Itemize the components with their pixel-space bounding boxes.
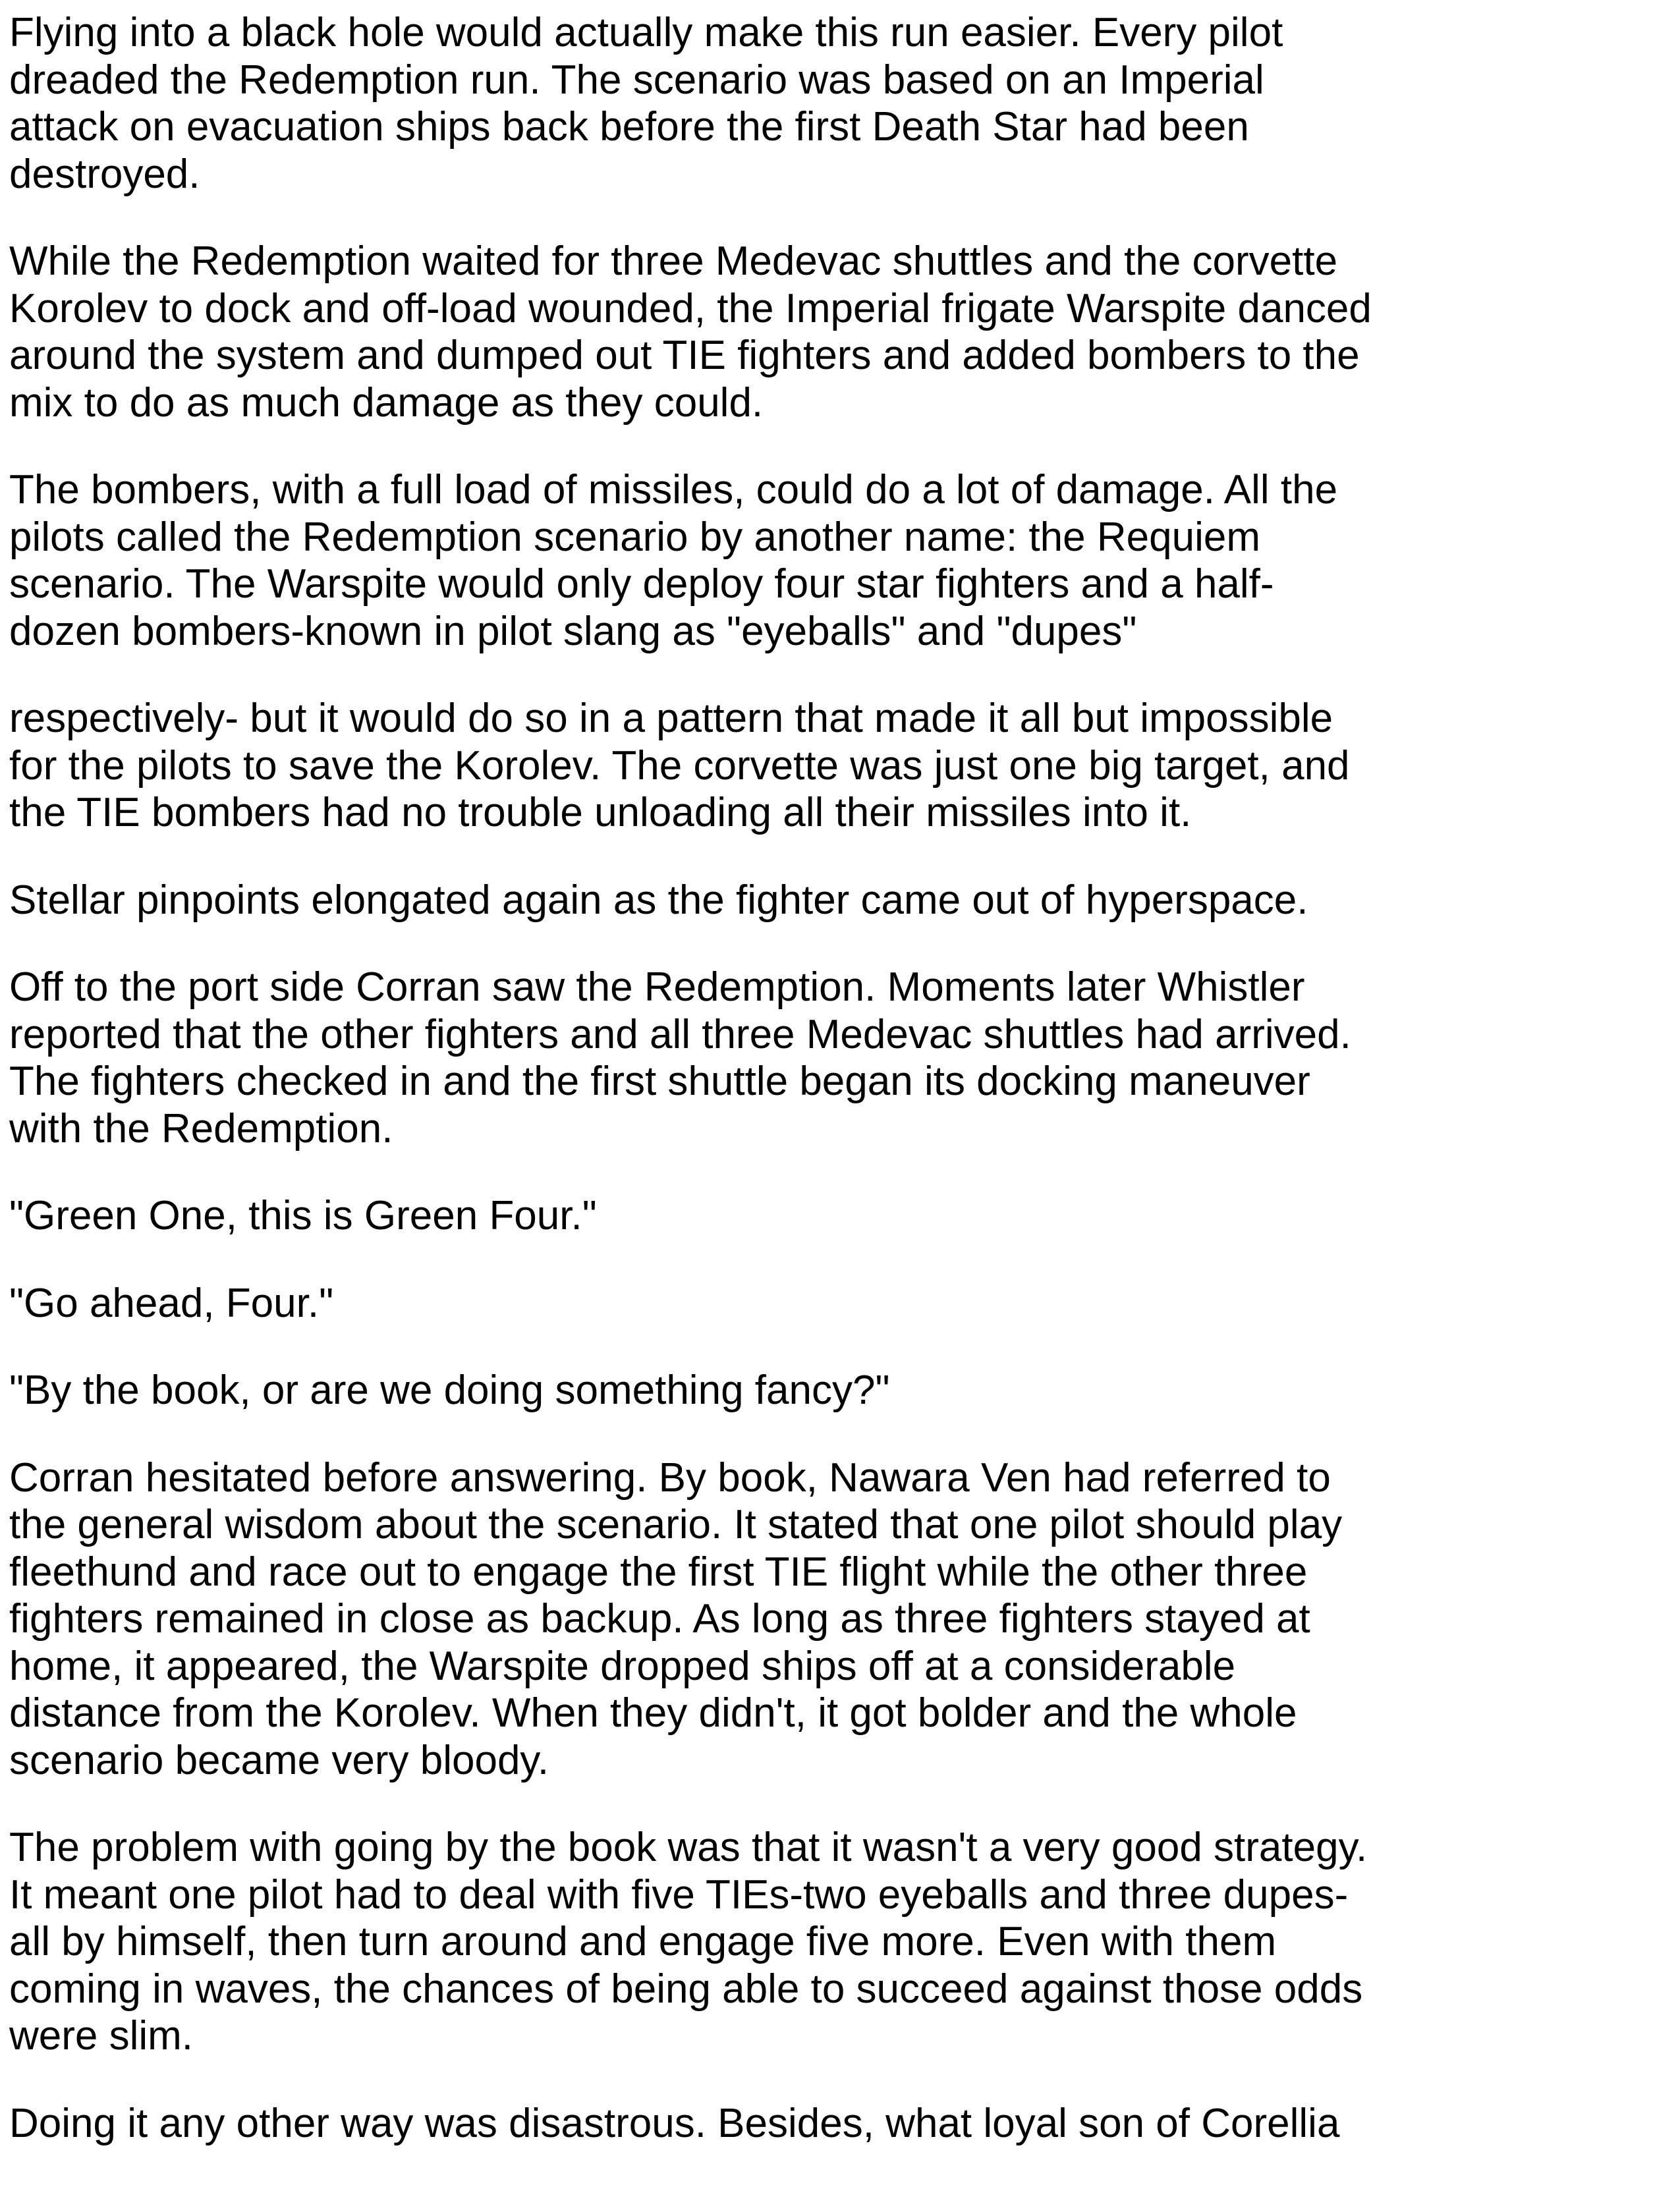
text-line: destroyed. (9, 151, 200, 197)
text-line: reported that the other fighters and all three Medevac shuttles had arrived. (9, 1011, 1351, 1057)
paragraph (9, 1192, 1393, 1240)
document-page (9, 9, 1393, 2187)
text-line: The problem with going by the book was that it wasn't a very good strategy. (9, 1825, 1368, 1870)
text-line: fighters remained in close as backup. As long as three fighters stayed at (9, 1596, 1310, 1642)
paragraph (9, 1824, 1393, 2060)
paragraph (9, 695, 1393, 837)
text-line: around the system and dumped out TIE fighters and added bombers to the (9, 333, 1360, 378)
text-line: for the pilots to save the Korolev. The corvette was just one big target, and (9, 742, 1350, 789)
text-line: all by himself, then turn around and engage five more. Even with them (9, 1919, 1277, 1964)
text-line: were slim. (9, 2013, 194, 2059)
text-line: "Green One, this is Green Four." (9, 1193, 597, 1238)
paragraph (9, 238, 1393, 426)
text-line: distance from the Korolev. When they didn't, it got bolder and the whole (9, 1690, 1297, 1736)
text-line: home, it appeared, the Warspite dropped ships off at a considerable (9, 1643, 1236, 1689)
text-line: Corran hesitated before answering. By book, Nawara Ven had referred to (9, 1454, 1331, 1501)
text-line: coming in waves, the chances of being able to succeed against those odds (9, 1966, 1363, 2012)
paragraph (9, 964, 1393, 1152)
text-line: Off to the port side Corran saw the Redemption. Moments later Whistler (9, 964, 1305, 1010)
text-line: Doing it any other way was disastrous. Besides, what loyal son of Corellia (9, 2100, 1340, 2146)
text-line: pilots called the Redemption scenario by another name: the Requiem (9, 514, 1260, 560)
paragraph (9, 1454, 1393, 1785)
paragraph (9, 1367, 1393, 1414)
paragraph (9, 2100, 1393, 2147)
text-line: Stellar pinpoints elongated again as the fighter came out of hyperspace. (9, 877, 1308, 923)
text-line: The bombers, with a full load of missiles, could do a lot of damage. All the (9, 467, 1338, 512)
text-line: While the Redemption waited for three Medevac shuttles and the corvette (9, 238, 1338, 284)
paragraph (9, 877, 1393, 924)
text-line: The fighters checked in and the first shuttle began its docking maneuver (9, 1059, 1310, 1104)
text-line: respectively- but it would do so in a pattern that made it all but impossible (9, 696, 1333, 741)
text-line: the general wisdom about the scenario. It stated that one pilot should play (9, 1502, 1343, 1547)
text-line: It meant one pilot had to deal with five TIEs-two eyeballs and three dupes- (9, 1871, 1349, 1918)
text-line: fleethund and race out to engage the first TIE flight while the other three (9, 1549, 1308, 1595)
text-line: with the Redemption. (9, 1105, 393, 1151)
text-line: dreaded the Redemption run. The scenario was based on an Imperial (9, 57, 1264, 103)
paragraph (9, 466, 1393, 655)
text-line: attack on evacuation ships back before the first Death Star had been (9, 104, 1249, 150)
paragraph (9, 9, 1393, 198)
text-line: Flying into a black hole would actually make this run easier. Every pilot (9, 10, 1283, 55)
text-line: mix to do as much damage as they could. (9, 379, 764, 426)
text-line: "By the book, or are we doing something fancy?" (9, 1368, 890, 1413)
text-line: dozen bombers-known in pilot slang as "eyeballs" and "dupes" (9, 608, 1137, 654)
text-line: the TIE bombers had no trouble unloading all their missiles into it. (9, 790, 1192, 835)
text-line: "Go ahead, Four." (9, 1280, 334, 1326)
text-line: scenario became very bloody. (9, 1737, 549, 1783)
text-line: scenario. The Warspite would only deploy four star fighters and a half- (9, 561, 1274, 607)
paragraph (9, 1280, 1393, 1327)
text-line: Korolev to dock and off-load wounded, the Imperial frigate Warspite danced (9, 285, 1372, 331)
